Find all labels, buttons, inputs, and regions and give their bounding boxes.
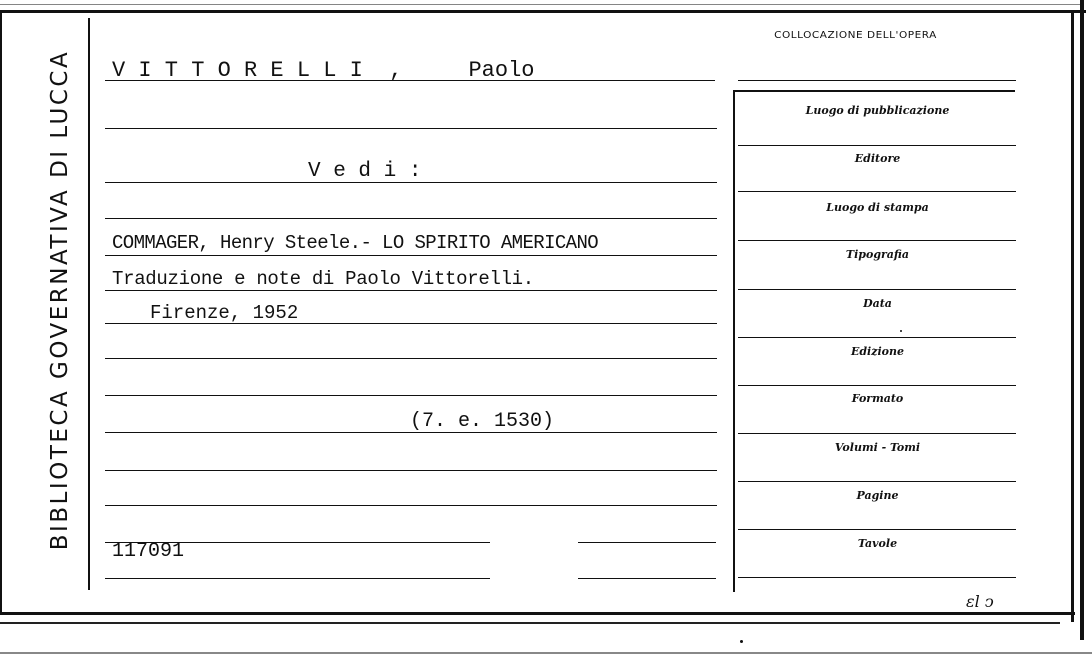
- scan-speck: [900, 330, 902, 332]
- reference-line-2: Traduzione e note di Paolo Vittorelli.: [112, 268, 534, 290]
- reference-line-3: Firenze, 1952: [150, 302, 299, 324]
- field-luogo-pubblicazione: Luogo di pubblicazione: [805, 104, 950, 117]
- card-edge-right: [1080, 0, 1084, 640]
- field-volumi-tomi: Volumi - Tomi: [834, 441, 921, 454]
- collocation-box-top: [733, 90, 1015, 92]
- field-line: [738, 191, 1016, 192]
- collocation-heading: COLLOCAZIONE DELL'OPERA: [774, 30, 937, 41]
- spine-divider: [88, 18, 90, 590]
- card-border-right: [1071, 10, 1074, 622]
- ruled-line: [105, 505, 717, 506]
- card-edge: [0, 4, 1080, 5]
- card-border-bottom: [0, 612, 1075, 615]
- field-data: Data: [863, 297, 892, 310]
- field-line: [738, 240, 1016, 241]
- field-pagine: Pagine: [856, 489, 899, 502]
- ruled-line: [105, 470, 717, 471]
- card-edge-bottom: [0, 622, 1060, 624]
- ruled-line: [738, 80, 1016, 81]
- scan-edge-bottom: [0, 652, 1092, 654]
- ruled-line: [105, 128, 717, 129]
- scan-speck: [740, 640, 743, 643]
- card-border-top: [0, 10, 1086, 13]
- ruled-line: [578, 542, 716, 543]
- field-editore: Editore: [854, 152, 901, 165]
- field-luogo-stampa: Luogo di stampa: [826, 201, 929, 214]
- library-name-vertical: BIBLIOTECA GOVERNATIVA DI LUCCA: [47, 49, 73, 551]
- ruled-line: [105, 218, 717, 219]
- ruled-line: [578, 578, 716, 579]
- field-line: [738, 529, 1016, 530]
- field-line: [738, 577, 1016, 578]
- ruled-line: [105, 578, 490, 579]
- field-line: [738, 481, 1016, 482]
- field-line: [738, 433, 1016, 434]
- field-edizione: Edizione: [850, 345, 904, 358]
- shelfmark: (7. e. 1530): [410, 410, 555, 433]
- card-border-left: [0, 10, 2, 615]
- field-line: [738, 289, 1016, 290]
- field-tipografia: Tipografia: [845, 248, 910, 261]
- ruled-line: [105, 395, 717, 396]
- ruled-line: [105, 290, 717, 291]
- ruled-line: [105, 255, 717, 256]
- handwritten-mark: ɛl ↄ: [966, 592, 994, 611]
- see-reference-label: V e d i :: [308, 160, 422, 183]
- collocation-box-left: [733, 92, 735, 592]
- field-tavole: Tavole: [857, 537, 898, 550]
- field-line: [738, 337, 1016, 338]
- field-line: [738, 385, 1016, 386]
- field-formato: Formato: [851, 392, 904, 405]
- reference-line-1: COMMAGER, Henry Steele.- LO SPIRITO AMERICANO: [112, 232, 599, 254]
- field-line: [738, 145, 1016, 146]
- author-heading: V I T T O R E L L I , Paolo: [112, 58, 535, 83]
- inventory-number: 117091: [112, 540, 185, 563]
- ruled-line: [105, 358, 717, 359]
